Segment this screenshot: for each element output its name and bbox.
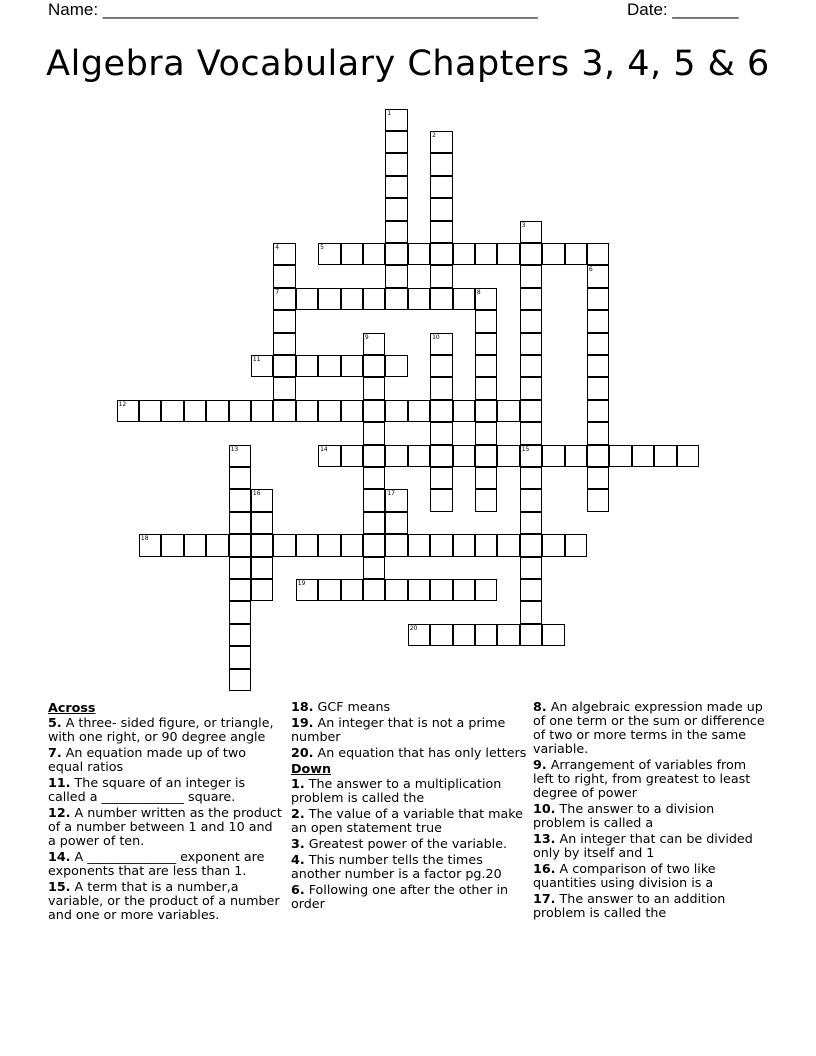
clue-item	[291, 883, 527, 911]
crossword-cell[interactable]	[587, 333, 610, 356]
clue-column-2	[291, 700, 527, 913]
clue-item-number: 4.	[291, 852, 305, 867]
crossword-cell[interactable]	[475, 243, 498, 266]
crossword-cell[interactable]	[520, 467, 543, 490]
crossword-cell[interactable]	[520, 422, 543, 445]
crossword-cell[interactable]	[609, 445, 632, 468]
crossword-cell[interactable]	[430, 288, 453, 311]
crossword-cell[interactable]	[542, 534, 565, 557]
crossword-cell[interactable]	[520, 377, 543, 400]
crossword-cell[interactable]	[385, 400, 408, 423]
crossword-cell[interactable]	[363, 355, 386, 378]
crossword-cell[interactable]	[587, 310, 610, 333]
crossword-cell[interactable]	[385, 198, 408, 221]
crossword-cell[interactable]	[206, 400, 229, 423]
crossword-cell[interactable]	[520, 243, 543, 266]
crossword-cell[interactable]	[430, 198, 453, 221]
crossword-cell[interactable]	[587, 355, 610, 378]
crossword-cell[interactable]	[296, 400, 319, 423]
clue-item-text: An equation made up of two equal ratios	[48, 745, 246, 774]
clue-number: 19	[297, 579, 306, 587]
crossword-cell[interactable]	[229, 534, 252, 557]
crossword-cell[interactable]	[430, 579, 453, 602]
crossword-cell[interactable]	[251, 579, 274, 602]
crossword-cell[interactable]	[430, 489, 453, 512]
clue-item-text: The answer to a multiplication problem is called the	[291, 776, 502, 805]
crossword-cell[interactable]	[117, 400, 140, 423]
crossword-cell[interactable]	[520, 310, 543, 333]
crossword-cell[interactable]	[341, 534, 364, 557]
clue-item-number: 10.	[533, 801, 556, 816]
crossword-cell[interactable]	[453, 624, 476, 647]
crossword-cell[interactable]	[363, 445, 386, 468]
crossword-cell[interactable]	[385, 243, 408, 266]
crossword-cell[interactable]	[363, 579, 386, 602]
crossword-cell[interactable]	[363, 288, 386, 311]
crossword-cell[interactable]	[520, 221, 543, 244]
crossword-cell[interactable]	[229, 445, 252, 468]
crossword-cell[interactable]	[385, 512, 408, 535]
crossword-cell[interactable]	[430, 355, 453, 378]
clue-number: 14	[320, 445, 328, 453]
crossword-cell[interactable]	[318, 445, 341, 468]
crossword-cell[interactable]	[453, 243, 476, 266]
clue-item	[291, 700, 527, 714]
crossword-cell[interactable]	[363, 512, 386, 535]
crossword-cell[interactable]	[497, 534, 520, 557]
crossword-cell[interactable]	[273, 400, 296, 423]
crossword-cell[interactable]	[520, 601, 543, 624]
crossword-cell[interactable]	[430, 445, 453, 468]
clue-item-number: 3.	[291, 836, 305, 851]
crossword-cell[interactable]	[430, 534, 453, 557]
crossword-cell[interactable]	[341, 579, 364, 602]
crossword-cell[interactable]	[587, 422, 610, 445]
clue-item-text: Following one after the other in order	[291, 882, 509, 911]
crossword-cell[interactable]	[318, 534, 341, 557]
crossword-cell[interactable]	[385, 131, 408, 154]
crossword-cell[interactable]	[520, 265, 543, 288]
clue-item	[291, 746, 527, 760]
crossword-cell[interactable]	[341, 288, 364, 311]
crossword-cell[interactable]	[184, 400, 207, 423]
clue-item-number: 19.	[291, 715, 314, 730]
clue-number: 2	[432, 131, 436, 139]
crossword-cell[interactable]	[520, 333, 543, 356]
clue-item	[48, 806, 284, 848]
clue-item	[291, 716, 527, 744]
clue-item-text: An integer that is not a prime number	[291, 715, 506, 744]
crossword-cell[interactable]	[475, 333, 498, 356]
crossword-cell[interactable]	[363, 534, 386, 557]
crossword-cell[interactable]	[587, 400, 610, 423]
section-heading: Down	[291, 761, 332, 776]
crossword-cell[interactable]	[677, 445, 700, 468]
crossword-cell[interactable]	[229, 467, 252, 490]
section-heading: Across	[48, 700, 96, 715]
crossword-cell[interactable]	[385, 109, 408, 132]
clue-number: 8	[476, 288, 481, 296]
crossword-cell[interactable]	[229, 601, 252, 624]
clue-item	[533, 832, 769, 860]
crossword-cell[interactable]	[520, 355, 543, 378]
crossword-cell[interactable]	[408, 534, 431, 557]
clue-number: 9	[364, 333, 369, 341]
crossword-cell[interactable]	[161, 400, 184, 423]
clue-item-text: An integer that can be divided only by itself and 1	[533, 831, 753, 860]
crossword-cell[interactable]	[565, 445, 588, 468]
crossword-cell[interactable]	[475, 489, 498, 512]
crossword-cell[interactable]	[206, 534, 229, 557]
crossword-cell[interactable]	[385, 534, 408, 557]
clue-item-number: 18.	[291, 699, 314, 714]
crossword-cell[interactable]	[520, 624, 543, 647]
crossword-cell[interactable]	[408, 445, 431, 468]
clue-item	[48, 880, 284, 922]
crossword-cell[interactable]	[229, 489, 252, 512]
crossword-cell[interactable]	[430, 624, 453, 647]
crossword-cell[interactable]	[430, 422, 453, 445]
crossword-cell[interactable]	[385, 288, 408, 311]
crossword-cell[interactable]	[475, 624, 498, 647]
crossword-cell[interactable]	[363, 422, 386, 445]
clue-item	[48, 716, 284, 744]
clue-item-text: This number tells the times another number is a factor pg.20	[291, 852, 502, 881]
crossword-cell[interactable]	[318, 355, 341, 378]
crossword-cell[interactable]	[520, 534, 543, 557]
clue-number: 10	[432, 333, 440, 341]
crossword-cell[interactable]	[475, 400, 498, 423]
crossword-cell[interactable]	[273, 355, 296, 378]
crossword-cell[interactable]	[229, 624, 252, 647]
clue-item	[533, 700, 769, 756]
crossword-cell[interactable]	[273, 534, 296, 557]
clue-item-text: GCF means	[317, 699, 391, 714]
clue-item-number: 2.	[291, 806, 305, 821]
clue-item-number: 20.	[291, 745, 314, 760]
clue-number: 16	[252, 490, 261, 498]
crossword-cell[interactable]	[453, 288, 476, 311]
clue-item	[533, 862, 769, 890]
crossword-cell[interactable]	[318, 288, 341, 311]
crossword-cell[interactable]	[430, 265, 453, 288]
crossword-cell[interactable]	[161, 534, 184, 557]
crossword-cell[interactable]	[385, 221, 408, 244]
crossword-cell[interactable]	[430, 377, 453, 400]
clue-item-text: A number written as the product of a number between 1 and 10 and a power of ten.	[48, 805, 282, 848]
clue-item	[48, 746, 284, 774]
crossword-cell[interactable]	[296, 579, 319, 602]
crossword-cell[interactable]	[385, 153, 408, 176]
crossword-cell[interactable]	[363, 333, 386, 356]
crossword-cell[interactable]	[520, 512, 543, 535]
clue-item-number: 14.	[48, 849, 71, 864]
crossword-cell[interactable]	[632, 445, 655, 468]
crossword-cell[interactable]	[363, 243, 386, 266]
clue-number: 15	[521, 445, 530, 453]
crossword-cell[interactable]	[273, 333, 296, 356]
clue-item-number: 1.	[291, 776, 305, 791]
crossword-cell[interactable]	[229, 646, 252, 669]
clue-column-3	[533, 700, 769, 922]
crossword-cell[interactable]	[273, 377, 296, 400]
crossword-cell[interactable]	[497, 445, 520, 468]
crossword-cell[interactable]	[251, 512, 274, 535]
clue-number: 13	[230, 445, 239, 453]
crossword-cell[interactable]	[475, 355, 498, 378]
clue-item-text: A ______________ exponent are exponents that are less than 1.	[48, 849, 265, 878]
clue-number: 17	[387, 490, 395, 498]
crossword-cell[interactable]	[318, 243, 341, 266]
crossword-cell[interactable]	[296, 534, 319, 557]
clue-item-number: 15.	[48, 879, 71, 894]
clue-item-text: A term that is a number,a variable, or the product of a number and one or more variables.	[48, 879, 280, 922]
crossword-cell[interactable]	[475, 467, 498, 490]
crossword-cell[interactable]	[251, 534, 274, 557]
clue-item-text: Arrangement of variables from left to right, from greatest to least degree of power	[533, 757, 751, 800]
clue-item-number: 13.	[533, 831, 556, 846]
crossword-cell[interactable]	[251, 489, 274, 512]
crossword-cell[interactable]	[408, 579, 431, 602]
crossword-cell[interactable]	[565, 243, 588, 266]
crossword-cell[interactable]	[453, 579, 476, 602]
crossword-cell[interactable]	[229, 579, 252, 602]
crossword-cell[interactable]	[430, 400, 453, 423]
page-title: Algebra Vocabulary Chapters 3, 4, 5 & 6	[46, 44, 770, 84]
crossword-cell[interactable]	[273, 243, 296, 266]
clue-item	[533, 892, 769, 920]
crossword-cell[interactable]	[363, 377, 386, 400]
crossword-cell[interactable]	[587, 489, 610, 512]
crossword-cell[interactable]	[385, 445, 408, 468]
clue-item-text: The answer to a division problem is called a	[533, 801, 715, 830]
crossword-cell[interactable]	[497, 243, 520, 266]
crossword-cell[interactable]	[520, 400, 543, 423]
crossword-cell[interactable]	[139, 534, 162, 557]
crossword-cell[interactable]	[251, 400, 274, 423]
clue-number: 18	[140, 535, 149, 543]
crossword-cell[interactable]	[520, 579, 543, 602]
crossword-cell[interactable]	[565, 534, 588, 557]
crossword-cell[interactable]	[385, 355, 408, 378]
crossword-cell[interactable]	[296, 288, 319, 311]
name-line[interactable]: Name: ______________________________________________	[48, 0, 538, 19]
crossword-cell[interactable]	[408, 624, 431, 647]
crossword-cell[interactable]	[475, 579, 498, 602]
crossword-cell[interactable]	[587, 467, 610, 490]
crossword-cell[interactable]	[363, 467, 386, 490]
clue-item	[291, 853, 527, 881]
clue-item-number: 12.	[48, 805, 71, 820]
crossword-cell[interactable]	[273, 265, 296, 288]
clue-item-text: An algebraic expression made up of one term or the sum or difference of two or more terms in the same variable.	[533, 699, 765, 756]
clue-item-number: 16.	[533, 861, 556, 876]
crossword-cell[interactable]	[273, 288, 296, 311]
clue-item-number: 7.	[48, 745, 62, 760]
crossword-cell[interactable]	[318, 579, 341, 602]
clue-item	[533, 802, 769, 830]
crossword-cell[interactable]	[430, 467, 453, 490]
crossword-cell[interactable]	[430, 176, 453, 199]
crossword-cell[interactable]	[385, 176, 408, 199]
crossword-cell[interactable]	[318, 400, 341, 423]
crossword-cell[interactable]	[229, 400, 252, 423]
clue-column-1	[48, 700, 284, 924]
crossword-cell[interactable]	[408, 288, 431, 311]
crossword-cell[interactable]	[296, 355, 319, 378]
crossword-cell[interactable]	[475, 422, 498, 445]
clue-number: 5	[320, 243, 324, 251]
clue-number: 4	[275, 243, 280, 251]
crossword-cell[interactable]	[408, 400, 431, 423]
clue-item-number: 8.	[533, 699, 547, 714]
crossword-cell[interactable]	[475, 310, 498, 333]
crossword-cell[interactable]	[430, 243, 453, 266]
crossword-cell[interactable]	[453, 400, 476, 423]
crossword-cell[interactable]	[430, 131, 453, 154]
crossword-cell[interactable]	[341, 355, 364, 378]
clue-item-number: 9.	[533, 757, 547, 772]
clue-item-text: A three- sided figure, or triangle, with one right, or 90 degree angle	[48, 715, 274, 744]
clue-item	[533, 758, 769, 800]
clue-number: 1	[387, 109, 392, 117]
crossword-cell[interactable]	[251, 355, 274, 378]
clue-item-number: 6.	[291, 882, 305, 897]
clue-item	[291, 807, 527, 835]
crossword-cell[interactable]	[139, 400, 162, 423]
clue-number: 6	[588, 266, 593, 274]
crossword-cell[interactable]	[430, 221, 453, 244]
crossword-cell[interactable]	[363, 400, 386, 423]
crossword-cell[interactable]	[430, 333, 453, 356]
clue-item-text: The answer to an addition problem is called the	[533, 891, 726, 920]
crossword-cell[interactable]	[251, 557, 274, 580]
crossword-cell[interactable]	[341, 400, 364, 423]
clue-number: 11	[252, 355, 261, 363]
crossword-cell[interactable]	[363, 557, 386, 580]
crossword-cell[interactable]	[184, 534, 207, 557]
clue-item-number: 11.	[48, 775, 71, 790]
clue-number: 3	[521, 221, 526, 229]
crossword-cell[interactable]	[475, 288, 498, 311]
crossword-cell[interactable]	[385, 489, 408, 512]
clue-item-text: The value of a variable that make an open statement true	[291, 806, 523, 835]
crossword-cell[interactable]	[385, 265, 408, 288]
crossword-cell[interactable]	[475, 377, 498, 400]
crossword-cell[interactable]	[587, 445, 610, 468]
clue-item	[291, 777, 527, 805]
crossword-cell[interactable]	[587, 265, 610, 288]
clue-item-number: 5.	[48, 715, 62, 730]
clue-item	[48, 850, 284, 878]
clue-number: 12	[118, 400, 127, 408]
crossword-cell[interactable]	[273, 310, 296, 333]
crossword-cell[interactable]	[430, 153, 453, 176]
crossword-cell[interactable]	[475, 534, 498, 557]
crossword-cell[interactable]	[229, 557, 252, 580]
crossword-cell[interactable]	[542, 243, 565, 266]
crossword-cell[interactable]	[341, 445, 364, 468]
crossword-cell[interactable]	[520, 288, 543, 311]
crossword-cell[interactable]	[341, 243, 364, 266]
crossword-cell[interactable]	[520, 489, 543, 512]
crossword-cell[interactable]	[542, 445, 565, 468]
clue-number: 20	[409, 624, 418, 632]
crossword-cell[interactable]	[408, 243, 431, 266]
clue-item-text: A comparison of two like quantities using division is a	[533, 861, 716, 890]
crossword-cell[interactable]	[229, 669, 252, 692]
date-line[interactable]: Date: _______	[627, 0, 739, 19]
crossword-cell[interactable]	[654, 445, 677, 468]
crossword-cell[interactable]	[520, 557, 543, 580]
crossword-cell[interactable]	[587, 288, 610, 311]
crossword-cell[interactable]	[497, 400, 520, 423]
crossword-cell[interactable]	[497, 624, 520, 647]
crossword-cell[interactable]	[453, 445, 476, 468]
crossword-cell[interactable]	[229, 512, 252, 535]
crossword-cell[interactable]	[520, 445, 543, 468]
clue-item	[291, 837, 527, 851]
crossword-cell[interactable]	[453, 534, 476, 557]
crossword-cell[interactable]	[587, 377, 610, 400]
clue-item-text: The square of an integer is called a _____________ square.	[48, 775, 246, 804]
clue-item-number: 17.	[533, 891, 556, 906]
crossword-cell[interactable]	[385, 579, 408, 602]
clue-number: 7	[275, 288, 280, 296]
crossword-cell[interactable]	[587, 243, 610, 266]
crossword-cell[interactable]	[542, 624, 565, 647]
crossword-cell[interactable]	[475, 445, 498, 468]
clue-item-text: Greatest power of the variable.	[308, 836, 508, 851]
clue-item	[48, 776, 284, 804]
clue-item-text: An equation that has only letters	[317, 745, 527, 760]
crossword-cell[interactable]	[363, 489, 386, 512]
